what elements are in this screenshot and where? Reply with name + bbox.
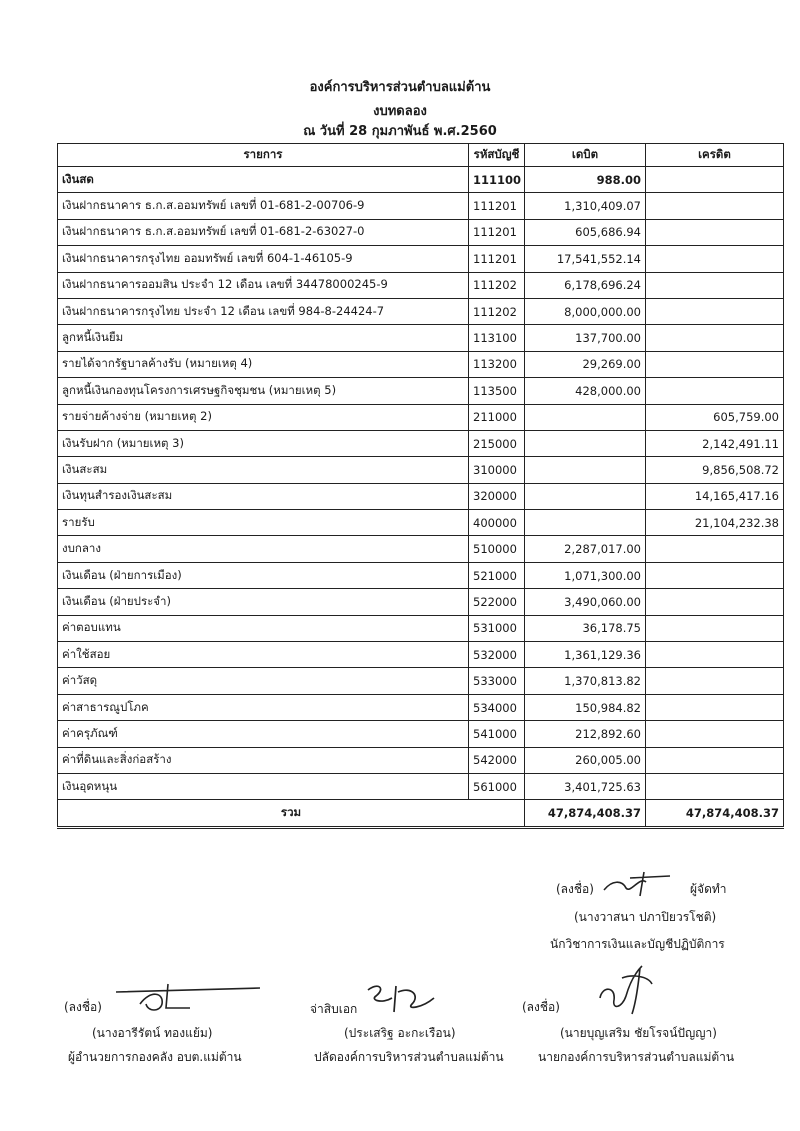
- row-debit: 3,401,725.63: [525, 773, 646, 799]
- row-debit: 212,892.60: [525, 721, 646, 747]
- row-item-name: ค่าวัสดุ: [58, 668, 469, 694]
- table-row: [58, 272, 784, 298]
- row-account-code: 310000: [469, 457, 525, 483]
- row-item-name: เงินเดือน (ฝ่ายประจำ): [58, 589, 469, 615]
- row-account-code: 561000: [469, 773, 525, 799]
- row-account-code: 111201: [469, 246, 525, 272]
- deputy-position: ปลัดองค์การบริหารส่วนตำบลแม่ต้าน: [314, 1050, 504, 1064]
- row-credit: [646, 536, 784, 562]
- row-debit: [525, 483, 646, 509]
- row-account-code: 522000: [469, 589, 525, 615]
- row-credit: 9,856,508.72: [646, 457, 784, 483]
- row-debit: 36,178.75: [525, 615, 646, 641]
- row-credit: [646, 378, 784, 404]
- table-row: [58, 219, 784, 245]
- table-row: [58, 615, 784, 641]
- row-item-name: ค่าใช้สอย: [58, 642, 469, 668]
- manager-sign-prefix: (ลงชื่อ): [556, 882, 594, 896]
- row-item-name: รายรับ: [58, 510, 469, 536]
- table-row: [58, 325, 784, 351]
- deputy-name: (ประเสริฐ อะกะเรือน): [344, 1026, 456, 1040]
- row-credit: [646, 562, 784, 588]
- row-credit: [646, 298, 784, 324]
- row-account-code: 111202: [469, 298, 525, 324]
- row-credit: 14,165,417.16: [646, 483, 784, 509]
- row-item-name: รายได้จากรัฐบาลค้างรับ (หมายเหตุ 4): [58, 351, 469, 377]
- column-header-credit: เครดิต: [646, 144, 784, 167]
- table-row: [58, 773, 784, 799]
- row-item-name: เงินฝากธนาคารกรุงไทย ออมทรัพย์ เลขที่ 604-1-46105-9: [58, 246, 469, 272]
- table-row: [58, 430, 784, 456]
- row-credit: [646, 219, 784, 245]
- row-account-code: 534000: [469, 694, 525, 720]
- table-row: [58, 351, 784, 377]
- row-credit: [646, 615, 784, 641]
- table-row: [58, 747, 784, 773]
- row-account-code: 510000: [469, 536, 525, 562]
- row-debit: [525, 430, 646, 456]
- table-row: [58, 246, 784, 272]
- row-credit: 21,104,232.38: [646, 510, 784, 536]
- row-credit: 605,759.00: [646, 404, 784, 430]
- row-item-name: ค่าที่ดินและสิ่งก่อสร้าง: [58, 747, 469, 773]
- row-account-code: 541000: [469, 721, 525, 747]
- row-credit: [646, 642, 784, 668]
- row-debit: 150,984.82: [525, 694, 646, 720]
- chief-sign-prefix: (ลงชื่อ): [522, 1000, 560, 1014]
- row-credit: [646, 668, 784, 694]
- chief-position: นายกองค์การบริหารส่วนตำบลแม่ต้าน: [538, 1050, 735, 1064]
- row-debit: [525, 457, 646, 483]
- row-item-name: ค่าครุภัณฑ์: [58, 721, 469, 747]
- manager-signature: [600, 868, 680, 898]
- row-debit: 605,686.94: [525, 219, 646, 245]
- table-row: [58, 668, 784, 694]
- row-account-code: 113500: [469, 378, 525, 404]
- chief-signature: [592, 958, 662, 1018]
- row-account-code: 532000: [469, 642, 525, 668]
- row-credit: [646, 167, 784, 193]
- row-account-code: 113100: [469, 325, 525, 351]
- row-account-code: 113200: [469, 351, 525, 377]
- table-row: [58, 642, 784, 668]
- manager-role: ผู้จัดทำ: [690, 882, 727, 896]
- row-item-name: เงินทุนสำรองเงินสะสม: [58, 483, 469, 509]
- column-header-item: รายการ: [58, 144, 469, 167]
- table-row: [58, 404, 784, 430]
- row-debit: 6,178,696.24: [525, 272, 646, 298]
- chief-name: (นายบุญเสริม ชัยโรจน์ปัญญา): [560, 1026, 717, 1040]
- row-credit: [646, 325, 784, 351]
- finance-position: ผู้อำนวยการกองคลัง อบต.แม่ต้าน: [68, 1050, 242, 1064]
- table-row: [58, 589, 784, 615]
- row-account-code: 111100: [469, 167, 525, 193]
- table-body: [58, 167, 784, 800]
- row-debit: 137,700.00: [525, 325, 646, 351]
- deputy-signature: [362, 978, 452, 1018]
- table-row: [58, 167, 784, 193]
- row-credit: 2,142,491.11: [646, 430, 784, 456]
- row-debit: 1,310,409.07: [525, 193, 646, 219]
- column-header-debit: เดบิต: [525, 144, 646, 167]
- table-row: [58, 193, 784, 219]
- row-debit: 1,361,129.36: [525, 642, 646, 668]
- row-account-code: 215000: [469, 430, 525, 456]
- row-item-name: ลูกหนี้เงินกองทุนโครงการเศรษฐกิจชุมชน (หมายเหตุ 5): [58, 378, 469, 404]
- table-row: [58, 457, 784, 483]
- row-item-name: เงินสด: [58, 167, 469, 193]
- row-debit: 17,541,552.14: [525, 246, 646, 272]
- finance-signature: [110, 978, 270, 1018]
- total-credit: 47,874,408.37: [646, 800, 784, 828]
- row-item-name: ค่าสาธารณูปโภค: [58, 694, 469, 720]
- row-item-name: เงินรับฝาก (หมายเหตุ 3): [58, 430, 469, 456]
- column-header-code: รหัสบัญชี: [469, 144, 525, 167]
- row-credit: [646, 589, 784, 615]
- row-account-code: 533000: [469, 668, 525, 694]
- row-account-code: 211000: [469, 404, 525, 430]
- row-debit: 2,287,017.00: [525, 536, 646, 562]
- row-item-name: เงินฝากธนาคารออมสิน ประจำ 12 เดือน เลขที่ 34478000245-9: [58, 272, 469, 298]
- row-debit: 29,269.00: [525, 351, 646, 377]
- row-item-name: รายจ่ายค้างจ่าย (หมายเหตุ 2): [58, 404, 469, 430]
- row-item-name: เงินเดือน (ฝ่ายการเมือง): [58, 562, 469, 588]
- total-label: รวม: [58, 800, 525, 828]
- row-debit: [525, 404, 646, 430]
- manager-position: นักวิชาการเงินและบัญชีปฏิบัติการ: [550, 937, 725, 951]
- row-credit: [646, 246, 784, 272]
- row-item-name: เงินฝากธนาคาร ธ.ก.ส.ออมทรัพย์ เลขที่ 01-681-2-63027-0: [58, 219, 469, 245]
- document-title: งบทดลอง: [373, 104, 427, 119]
- finance-name: (นางอารีรัตน์ ทองแย้ม): [92, 1026, 213, 1040]
- row-credit: [646, 193, 784, 219]
- deputy-rank: จ่าสิบเอก: [310, 1002, 358, 1016]
- row-debit: 1,071,300.00: [525, 562, 646, 588]
- table-row: [58, 562, 784, 588]
- trial-balance-table: [57, 143, 784, 829]
- row-debit: 3,490,060.00: [525, 589, 646, 615]
- row-credit: [646, 272, 784, 298]
- row-item-name: เงินฝากธนาคาร ธ.ก.ส.ออมทรัพย์ เลขที่ 01-681-2-00706-9: [58, 193, 469, 219]
- manager-name: (นางวาสนา ปภาปิยวรโชติ): [574, 910, 717, 924]
- row-account-code: 542000: [469, 747, 525, 773]
- row-item-name: เงินสะสม: [58, 457, 469, 483]
- row-credit: [646, 721, 784, 747]
- row-debit: [525, 510, 646, 536]
- table-row: [58, 510, 784, 536]
- row-item-name: เงินอุดหนุน: [58, 773, 469, 799]
- total-debit: 47,874,408.37: [525, 800, 646, 828]
- row-account-code: 531000: [469, 615, 525, 641]
- row-debit: 988.00: [525, 167, 646, 193]
- row-account-code: 521000: [469, 562, 525, 588]
- finance-sign-prefix: (ลงชื่อ): [64, 1000, 102, 1014]
- row-debit: 1,370,813.82: [525, 668, 646, 694]
- row-item-name: ค่าตอบแทน: [58, 615, 469, 641]
- row-debit: 428,000.00: [525, 378, 646, 404]
- row-account-code: 111202: [469, 272, 525, 298]
- row-item-name: เงินฝากธนาคารกรุงไทย ประจำ 12 เดือน เลขที่ 984-8-24424-7: [58, 298, 469, 324]
- table-row: [58, 536, 784, 562]
- table-row: [58, 378, 784, 404]
- table-total-row: [58, 800, 784, 828]
- row-account-code: 400000: [469, 510, 525, 536]
- row-credit: [646, 747, 784, 773]
- table-header-row: [58, 144, 784, 167]
- org-name: องค์การบริหารส่วนตำบลแม่ต้าน: [309, 80, 491, 95]
- row-account-code: 111201: [469, 193, 525, 219]
- row-debit: 8,000,000.00: [525, 298, 646, 324]
- table-row: [58, 298, 784, 324]
- row-account-code: 111201: [469, 219, 525, 245]
- row-account-code: 320000: [469, 483, 525, 509]
- row-item-name: ลูกหนี้เงินยืม: [58, 325, 469, 351]
- row-credit: [646, 773, 784, 799]
- table-row: [58, 721, 784, 747]
- row-debit: 260,005.00: [525, 747, 646, 773]
- row-credit: [646, 351, 784, 377]
- document-date: ณ วันที่ 28 กุมภาพันธ์ พ.ศ.2560: [303, 124, 497, 139]
- row-item-name: งบกลาง: [58, 536, 469, 562]
- table-row: [58, 483, 784, 509]
- table-row: [58, 694, 784, 720]
- row-credit: [646, 694, 784, 720]
